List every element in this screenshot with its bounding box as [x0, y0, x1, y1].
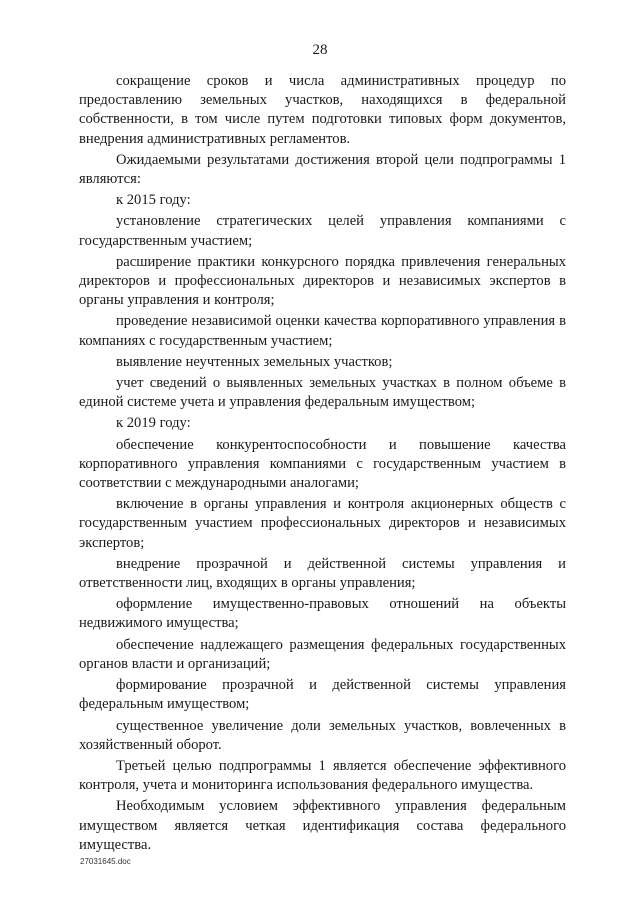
page-number: 28 — [312, 42, 328, 58]
paragraph-6: проведение независимой оценки качества корпоративного управления в компаниях с государственным участием; — [79, 313, 566, 349]
paragraph-5: расширение практики конкурсного порядка привлечения генеральных директоров и профессиональных директоров и независимых экспертов в органы управления и контроля; — [79, 253, 566, 309]
paragraph-8: учет сведений о выявленных земельных участках в полном объеме в единой системе учета и управления федеральным имуществом; — [79, 375, 566, 411]
paragraph-1: сокращение сроков и числа административных процедур по предоставлению земельных участков, находящихся в федеральной собственности, в том числе путем подготовки типовых форм документов, внедрения административных регламентов. — [79, 73, 566, 147]
paragraph-3: к 2015 году: — [116, 192, 191, 209]
paragraph-9: к 2019 году: — [116, 415, 191, 432]
paragraph-2: Ожидаемыми результатами достижения второй цели подпрограммы 1 являются: — [79, 151, 566, 188]
paragraph-10: обеспечение конкурентоспособности и повышение качества корпоративного управления компаниями с государственным участием в соответствии с международными аналогами; — [79, 436, 566, 492]
paragraph-18: Необходимым условием эффективного управления федеральным имуществом является четкая идентификация состава федерального имущества. — [79, 798, 566, 853]
paragraph-14: обеспечение надлежащего размещения федеральных государственных органов власти и организаций; — [79, 636, 566, 672]
paragraph-17: Третьей целью подпрограммы 1 является обеспечение эффективного контроля, учета и мониторинга использования федерального имущества. — [79, 757, 566, 794]
paragraph-11: включение в органы управления и контроля акционерных обществ с государственным участием профессиональных директоров и независимых экспертов; — [79, 496, 566, 551]
paragraph-15: формирование прозрачной и действенной системы управления федеральным имуществом; — [79, 677, 566, 713]
paragraph-7: выявление неучтенных земельных участков; — [116, 353, 393, 370]
file-name-footer: 27031645.doc — [80, 857, 131, 866]
paragraph-16: существенное увеличение доли земельных участков, вовлеченных в хозяйственный оборот. — [79, 717, 566, 753]
paragraph-4: установление стратегических целей управления компаниями с государственным участием; — [79, 213, 566, 249]
document-body — [79, 72, 566, 857]
paragraph-12: внедрение прозрачной и действенной системы управления и ответственности лиц, входящих в органы управления; — [79, 555, 566, 592]
paragraph-13: оформление имущественно-правовых отношений на объекты недвижимого имущества; — [79, 596, 566, 632]
